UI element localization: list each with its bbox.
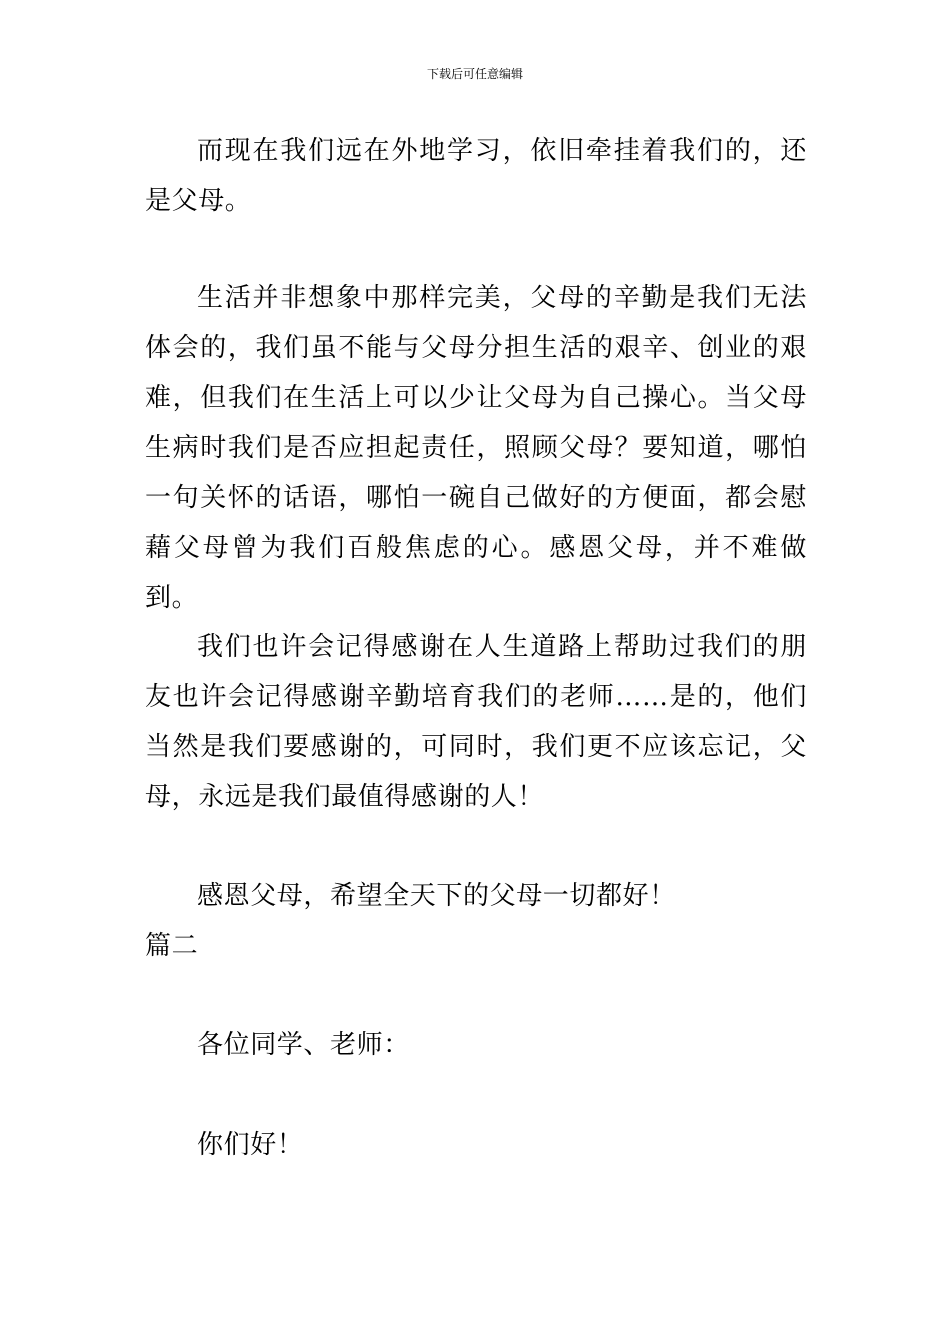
page-header: 下载后可任意编辑 (426, 67, 523, 81)
section-heading: 篇二 (145, 931, 199, 961)
salutation-line: 各位同学、老师： (197, 1030, 410, 1060)
paragraph-parents-far-away: 而现在我们远在外地学习，依旧牵挂着我们的，还是父母。 (145, 136, 807, 216)
greeting-line: 你们好！ (197, 1130, 304, 1160)
paragraph-life-not-perfect: 生活并非想象中那样完美，父母的辛勤是我们无法体会的，我们虽不能与父母分担生活的艰辛、创业的艰难，但我们在生活上可以少让父母为自己操心。当父母生病时我们是否应担起责任，照顾父母？要知道，哪怕一句关怀的话语，哪怕一碗自己做好的方便面，都会慰藉父母曾为我们百般焦虑的心。感恩父母，并不难做到。 (145, 283, 807, 613)
paragraph-remember-to-thank: 我们也许会记得感谢在人生道路上帮助过我们的朋友也许会记得感谢辛勤培育我们的老师……是的，他们当然是我们要感谢的，可同时，我们更不应该忘记，父母，永远是我们最值得感谢的人！ (145, 632, 807, 812)
paragraph-wish-parents-well: 感恩父母，希望全天下的父母一切都好！ (197, 881, 676, 911)
